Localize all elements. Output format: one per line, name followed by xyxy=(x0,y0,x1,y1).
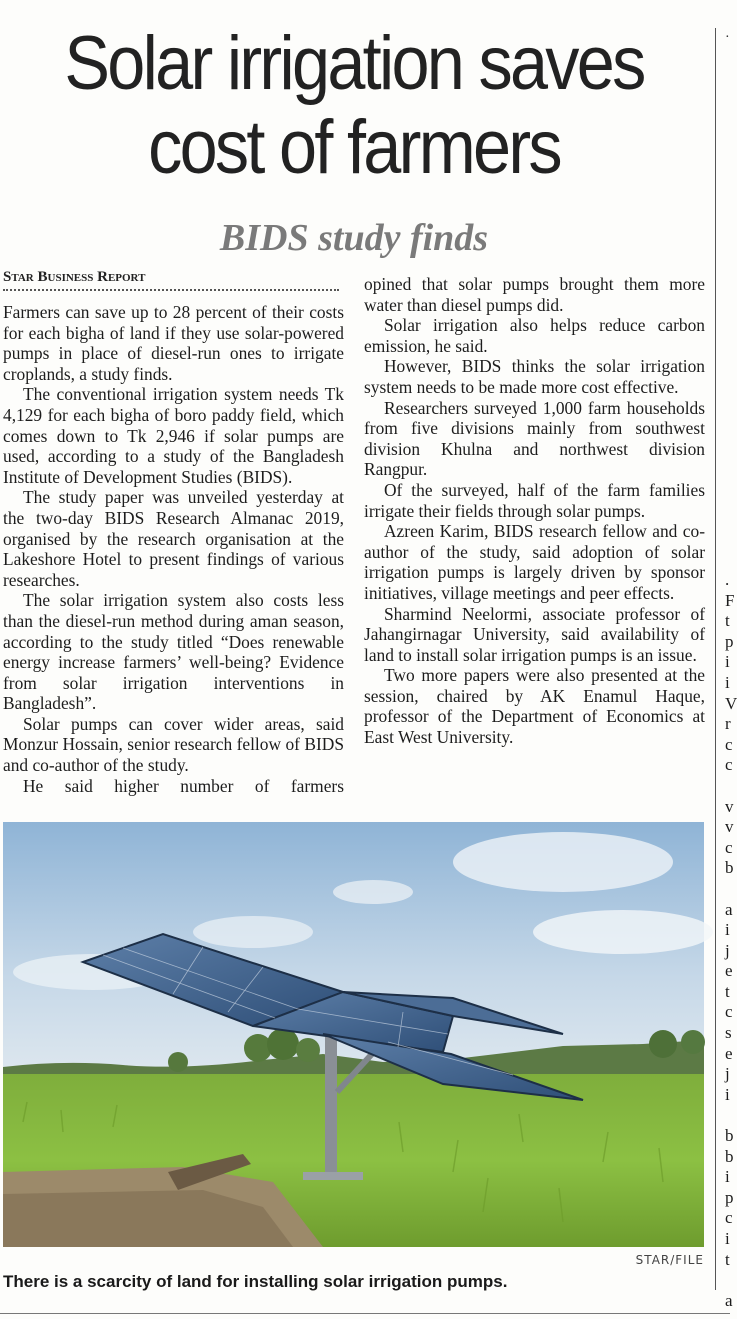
headline xyxy=(35,22,672,190)
solar-pump-photo xyxy=(3,822,704,1247)
paragraph: Farmers can save up to 28 percent of their costs for each bigha of land if they use solar-powered pumps in place of diesel-run ones to irrigate croplands, a study finds. xyxy=(3,302,344,384)
paragraph: Azreen Karim, BIDS research fellow and co-author of the study, said adoption of solar irrigation pumps is largely driven by sponsor initiatives, village meetings and peer effects. xyxy=(364,521,705,603)
paragraph: However, BIDS thinks the solar irrigation system needs to be made more cost effective. xyxy=(364,356,705,397)
paragraph: Of the surveyed, half of the farm families irrigate their fields through solar pumps. xyxy=(364,479,705,521)
article-column-2 xyxy=(364,274,705,748)
article-column-1 xyxy=(3,302,344,796)
adjacent-letter: e xyxy=(725,1043,733,1063)
headline-line-2: cost of farmers xyxy=(148,105,560,190)
adjacent-letter: c xyxy=(725,1208,733,1228)
adjacent-letter xyxy=(725,879,735,900)
adjacent-letter: i xyxy=(725,652,730,672)
photo-credit: STAR/FILE xyxy=(635,1253,704,1267)
adjacent-letter: j xyxy=(725,1064,730,1084)
paragraph: Two more papers were also presented at the session, chaired by AK Enamul Haque, professor of the Department of Economics at East West University. xyxy=(364,665,705,748)
adjacent-letter: c xyxy=(725,755,733,775)
adjacent-letter: c xyxy=(725,734,733,754)
paragraph: The conventional irrigation system needs Tk 4,129 for each bigha of boro paddy field, which comes down to Tk 2,946 if solar pumps are used, according to a study of the Bangladesh Institute of Development Studies (BIDS). xyxy=(3,384,344,487)
adjacent-letter: b xyxy=(725,1146,734,1166)
paragraph: Solar irrigation also helps reduce carbon emission, he said. xyxy=(364,315,705,356)
adjacent-letter: r xyxy=(725,714,731,734)
adjacent-letter: i xyxy=(725,920,730,940)
paragraph: Researchers surveyed 1,000 farm households from five divisions mainly from southwest division Khulna and northwest division Rangpur. xyxy=(364,397,705,480)
adjacent-letter: i xyxy=(725,1167,730,1187)
paragraph: The solar irrigation system also costs less than the diesel-run method during aman season, according to the study titled “Does renewable energy increase farmers’ well-being? Evidence from solar irrigation interventions in Bangladesh”. xyxy=(3,590,344,714)
adjacent-letter: p xyxy=(725,631,734,651)
adjacent-letter: i xyxy=(725,1084,730,1104)
column-divider xyxy=(715,28,716,1290)
bottom-divider xyxy=(0,1313,730,1314)
adjacent-letter: a xyxy=(725,1290,733,1310)
adjacent-letter: e xyxy=(725,961,733,981)
paragraph: He said higher number of farmers xyxy=(23,775,344,796)
adjacent-letter: b xyxy=(725,1126,734,1146)
adjacent-letter: c xyxy=(725,1002,733,1022)
adjacent-letter xyxy=(725,1270,735,1291)
paragraph: Solar pumps can cover wider areas, said Monzur Hossain, senior research fellow of BIDS and co-author of the study. xyxy=(3,713,344,776)
paragraph: The study paper was unveiled yesterday at the two-day BIDS Research Almanac 2019, organised by the research organisation at the Lakeshore Hotel to present findings of various researches. xyxy=(3,487,344,590)
photo-caption: There is a scarcity of land for installing solar irrigation pumps. xyxy=(3,1272,508,1291)
adjacent-letter: t xyxy=(725,1249,730,1269)
subheadline: BIDS study finds xyxy=(219,217,489,259)
adjacent-letter: a xyxy=(725,899,733,919)
headline-line-1: Solar irrigation saves xyxy=(64,21,644,106)
adjacent-letter: . xyxy=(725,570,730,589)
adjacent-letter: t xyxy=(725,611,730,631)
adjacent-letter: b xyxy=(725,858,734,878)
adjacent-letter: c xyxy=(725,837,733,857)
adjacent-article-edge xyxy=(725,570,735,1311)
adjacent-letter: j xyxy=(725,940,730,960)
adjacent-letter xyxy=(725,1105,735,1126)
adjacent-letter: p xyxy=(725,1187,734,1207)
paragraph: Sharmind Neelormi, associate professor of Jahangirnagar University, said availability of land to install solar irrigation pumps is an issue. xyxy=(364,603,705,665)
adjacent-letter: i xyxy=(725,672,730,692)
adjacent-letter: i xyxy=(725,1229,730,1248)
adjacent-column-edge-mark: · xyxy=(725,30,730,45)
adjacent-letter: F xyxy=(725,590,735,610)
adjacent-letter: V xyxy=(725,693,737,713)
adjacent-letter: t xyxy=(725,981,730,1001)
byline: Star Business Report xyxy=(3,269,339,291)
paragraph: opined that solar pumps brought them more water than diesel pumps did. xyxy=(364,274,705,315)
adjacent-letter: v xyxy=(725,817,734,837)
adjacent-letter: s xyxy=(725,1023,732,1043)
adjacent-letter xyxy=(725,776,735,797)
adjacent-letter: v xyxy=(725,796,734,816)
